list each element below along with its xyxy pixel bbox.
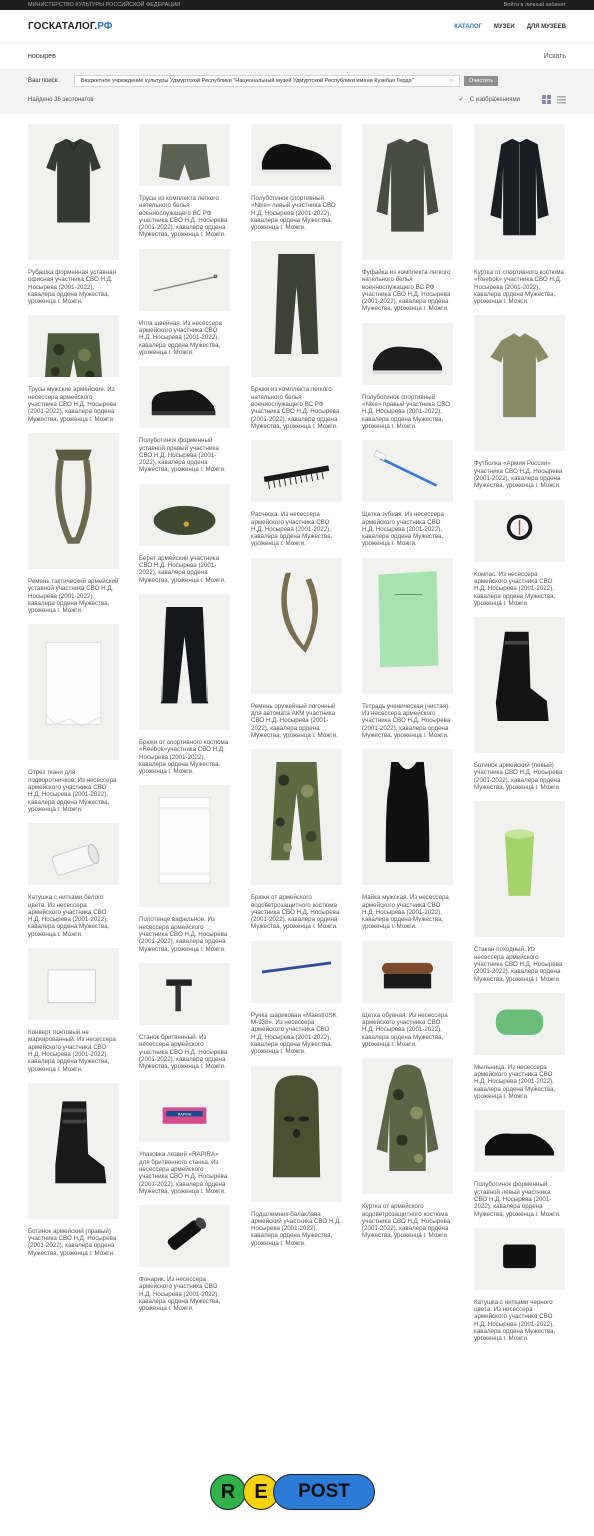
exhibit-caption[interactable]: Полотенце вафельное. Из несессера армейского участника СВО Н.Д. Носырева (2001-2022), кавалера ордена Мужества, уроженца г. Можги. — [139, 916, 228, 953]
exhibit-card[interactable] — [139, 366, 230, 473]
exhibit-thumbnail[interactable] — [362, 941, 453, 1003]
exhibit-card[interactable] — [139, 785, 230, 952]
toothbrush-icon — [362, 440, 453, 502]
razor-icon — [139, 963, 230, 1025]
exhibit-caption[interactable]: Мыльница. Из несессера армейского участника СВО Н.Д. Носырева (2001-2022), кавалера ордена Мужества, уроженца г. Можги. — [474, 1063, 556, 1101]
comb-icon — [251, 440, 342, 502]
exhibit-gallery — [0, 114, 594, 1474]
exhibit-thumbnail[interactable] — [139, 249, 230, 311]
filter-panel — [0, 70, 594, 114]
exhibit-card[interactable] — [362, 323, 453, 430]
shorts-camo-icon — [28, 315, 119, 377]
exhibit-caption[interactable]: Щетка зубная. Из несессера армейского участника СВО Н.Д. Носырева (2001-2022), кавалера ордена Мужества, уроженца г. Можги. — [362, 511, 444, 548]
exhibit-caption[interactable]: Брюки из комплекта легкого нательного белья военнослужащего ВС РФ участника СВО Н.Д. Носырева (2001-2022), кавалера ордена Мужества, уроженца г. Можги. — [251, 386, 340, 430]
envelope-icon — [28, 948, 119, 1020]
exhibit-thumbnail[interactable] — [474, 993, 565, 1055]
exhibit-thumbnail[interactable] — [28, 433, 119, 569]
logo-main: ГОСКАТАЛОГ. — [28, 21, 98, 32]
exhibit-caption[interactable]: Стакан походный. Из несессера армейского участника СВО Н.Д. Носырева (2001-2022), кавалера ордена Мужества, уроженца г. Можги. — [474, 946, 563, 983]
exhibit-caption[interactable]: Фонарик. Из несессера армейского участника СВО Н.Д. Носырева (2001-2022), кавалера ордена Мужества, уроженца г. Можги. — [139, 1276, 221, 1313]
exhibit-card[interactable] — [474, 124, 565, 305]
balaclava-icon — [251, 1066, 342, 1202]
exhibit-card[interactable] — [474, 801, 565, 982]
main-nav — [454, 24, 566, 30]
exhibit-caption[interactable]: Подшлемник-балаклава армейский участника СВО Н.Д. Носырева (2001-2022), кавалера ордена Мужества, уроженца г. Можги. — [251, 1210, 342, 1247]
exhibit-thumbnail[interactable] — [28, 124, 119, 260]
tshirt-icon — [474, 315, 565, 451]
exhibit-card[interactable] — [251, 440, 342, 547]
exhibit-thumbnail[interactable] — [28, 624, 119, 760]
exhibit-card[interactable] — [28, 124, 119, 305]
exhibit-thumbnail[interactable] — [139, 124, 230, 186]
exhibit-card[interactable] — [474, 315, 565, 489]
exhibit-card[interactable] — [28, 823, 119, 938]
exhibit-thumbnail[interactable] — [474, 500, 565, 562]
grid-view-icon[interactable] — [542, 95, 551, 104]
login-link[interactable]: Войти в личный кабинет — [503, 2, 566, 8]
exhibit-card[interactable] — [139, 1205, 230, 1312]
exhibit-card[interactable] — [139, 1080, 230, 1195]
exhibit-caption[interactable]: Полуботинок форменный уставной правый участника СВО Н.Д. Носырева (2001-2022), кавалера ордена Мужества, уроженца г. Можги. — [139, 437, 226, 474]
exhibit-caption[interactable]: Компас. Из несессера армейского участника СВО Н.Д. Носырева (2001-2022), кавалера ордена Мужества, уроженца г. Можги. — [474, 570, 556, 607]
shoe-brush-icon — [362, 941, 453, 1003]
exhibit-caption[interactable]: Игла швейная. Из несессера армейского участника СВО Н.Д. Носырева (2001-2022), кавалера ордена Мужества, уроженца г. Можги. — [139, 319, 222, 356]
compass-icon — [474, 500, 565, 562]
ministry-label: МИНИСТЕРСТВО КУЛЬТУРЫ РОССИЙСКОЙ ФЕДЕРАЦИИ — [28, 2, 181, 8]
exhibit-card[interactable] — [251, 749, 342, 930]
top-bar — [0, 0, 594, 10]
exhibit-caption[interactable]: Трусы из комплекта легкого нательного белья военнослужащего ВС РФ участника СВО Н.Д. Носырева (2001-2022), кавалера ордена Мужества, уроженца г. Можги. — [139, 195, 228, 239]
exhibit-thumbnail[interactable] — [139, 1080, 230, 1142]
exhibit-card[interactable] — [251, 558, 342, 739]
exhibit-thumbnail[interactable] — [139, 484, 230, 546]
exhibit-caption[interactable]: Майка мужская. Из несессера армейского участника СВО Н.Д. Носырева (2001-2022), кавалера ордена Мужества, уроженца г. Можги. — [362, 894, 449, 931]
exhibit-thumbnail[interactable] — [362, 749, 453, 885]
needle-icon — [139, 249, 230, 311]
exhibit-card[interactable] — [139, 249, 230, 356]
exhibit-thumbnail[interactable] — [362, 1058, 453, 1194]
exhibit-thumbnail[interactable] — [362, 558, 453, 694]
search-input[interactable] — [28, 53, 428, 60]
exhibit-thumbnail[interactable] — [139, 963, 230, 1025]
exhibit-card[interactable] — [28, 948, 119, 1073]
exhibit-thumbnail[interactable] — [474, 617, 565, 753]
with-images-toggle[interactable]: С изображениями — [469, 96, 520, 103]
svg-text:RAPIRA: RAPIRA — [177, 1112, 192, 1117]
exhibit-thumbnail[interactable] — [28, 823, 119, 885]
exhibit-card[interactable] — [362, 440, 453, 547]
gallery-column — [251, 124, 342, 1257]
exhibit-caption[interactable]: Рубашка форменная уставная офисная участника СВО Н.Д. Носырева (2001-2022), кавалера ордена Мужества, уроженца г. Можги. — [28, 269, 116, 306]
exhibit-card[interactable] — [474, 617, 565, 791]
exhibit-card[interactable] — [28, 433, 119, 614]
exhibit-caption[interactable]: Берет армейский участника СВО Н.Д. Носырева (2001-2022), кавалера ордена Мужества, уроженца г. Можги. — [139, 554, 226, 584]
pen-icon — [251, 941, 342, 1003]
nav-for-museums[interactable]: ДЛЯ МУЗЕЕВ — [526, 23, 566, 30]
exhibit-card[interactable] — [362, 941, 453, 1048]
sneaker-left-icon — [251, 124, 342, 186]
notebook-icon — [362, 558, 453, 694]
repost-post-badge: POST — [273, 1474, 375, 1510]
exhibit-card[interactable] — [139, 484, 230, 584]
sneaker-right-icon — [362, 323, 453, 385]
gallery-column — [362, 124, 453, 1250]
exhibit-caption[interactable]: Куртка от армейского водоветрозащитного костюма участника СВО Н.Д. Носырева (2001-2022), кавалера ордена Мужества, уроженца г. Можги. — [362, 1203, 451, 1240]
sling-icon — [251, 558, 342, 694]
thread-white-icon — [28, 823, 119, 885]
towel-icon — [139, 785, 230, 907]
logo-suffix: РФ — [97, 21, 113, 32]
exhibit-card[interactable] — [474, 500, 565, 607]
search-bar — [0, 44, 594, 70]
exhibit-caption[interactable]: Трусы мужские армейские. Из несессера армейского участника СВО Н.Д. Носырева (2001-2022), кавалера ордена Мужества, уроженца г. Можги. — [28, 386, 117, 423]
site-header — [0, 10, 594, 44]
boot-right-icon — [28, 1083, 119, 1219]
exhibit-caption[interactable]: Катушка с нитками белого цвета. Из несессера армейского участника СВО Н.Д. Носырева (2001-2022), кавалера ордена Мужества, уроженца г. Можги. — [28, 894, 110, 938]
long-johns-icon — [251, 241, 342, 377]
exhibit-caption[interactable]: Фуфайка из комплекта легкого нательного белья военнослужащего ВС РФ участника СВО Н.Д. Носырева (2001-2022), кавалера ордена Мужества, уроженца г. Можги. — [362, 269, 451, 313]
exhibit-thumbnail[interactable] — [362, 440, 453, 502]
repost-watermark — [210, 1474, 375, 1510]
exhibit-caption[interactable]: Катушка с нитками черного цвета. Из несессера армейского участника СВО Н.Д. Носырева (2001-2022), кавалера ордена Мужества, уроженца г. Можги. — [474, 1298, 556, 1343]
shoe-black-icon — [139, 366, 230, 428]
exhibit-thumbnail[interactable] — [251, 558, 342, 694]
filter-tag-text: Бюджетное учреждение культуры Удмуртской Республики "Национальный музей Удмуртской Республики имени Кузебая Герда" — [81, 78, 414, 84]
exhibit-thumbnail[interactable] — [474, 124, 565, 260]
exhibit-thumbnail[interactable] — [474, 315, 565, 451]
shoe-left-icon — [474, 1110, 565, 1172]
exhibit-thumbnail[interactable] — [251, 1066, 342, 1202]
camo-pants-icon — [251, 749, 342, 885]
exhibit-caption[interactable]: Ручка шариковая «MaestroSK M-938». Из несессера армейского участника СВО Н.Д. Носырева (2001-2022), кавалера ордена Мужества, уроженца г. Можги. — [251, 1011, 337, 1056]
exhibit-card[interactable] — [139, 124, 230, 239]
exhibit-card[interactable] — [28, 315, 119, 422]
exhibit-thumbnail[interactable] — [474, 1228, 565, 1290]
exhibit-caption[interactable]: Ремень тактический армейский уставной участника СВО Н.Д. Носырева (2001-2022), кавалера ордена Мужества, уроженца г. Можги. — [28, 577, 119, 615]
cup-icon — [474, 801, 565, 937]
sweater-icon — [362, 124, 453, 260]
exhibit-thumbnail[interactable] — [474, 801, 565, 937]
blades-icon — [139, 1080, 230, 1142]
exhibit-thumbnail[interactable] — [362, 124, 453, 260]
exhibit-card[interactable] — [362, 749, 453, 930]
exhibit-caption[interactable]: Ремень оружейный погонный для автомата АКМ участника СВО Н.Д. Носырева (2001-2022), кавалера ордена Мужества, уроженца г. Можги. — [251, 702, 338, 739]
exhibit-card[interactable] — [28, 624, 119, 813]
exhibit-caption[interactable]: Щетка обувная. Из несессера армейского участника СВО Н.Д. Носырева (2001-2022), кавалера ордена Мужества, уроженца г. Можги. — [362, 1011, 448, 1048]
gallery-column — [28, 124, 119, 1267]
remove-filter-icon[interactable]: × — [449, 78, 453, 84]
soap-dish-icon — [474, 993, 565, 1055]
beret-icon — [139, 484, 230, 546]
exhibit-thumbnail[interactable] — [139, 1205, 230, 1267]
exhibit-thumbnail[interactable] — [28, 1083, 119, 1219]
shirt-dark-icon — [28, 124, 119, 260]
checkmark-icon[interactable]: ✓ — [458, 97, 464, 103]
exhibit-card[interactable] — [139, 963, 230, 1070]
exhibit-card[interactable] — [139, 594, 230, 775]
exhibit-caption[interactable]: Тетрадь ученическая (чистая). Из несессера армейского участника СВО Н.Д. Носырева (2001-2022), кавалера ордена Мужества, уроженца г. Можги. — [362, 702, 451, 739]
nav-museums[interactable]: МУЗЕИ — [493, 23, 515, 30]
exhibit-caption[interactable]: Расческа. Из несессера армейского участника СВО Н.Д. Носырева (2001-2022), кавалера ордена Мужества, уроженца г. Можги. — [251, 511, 333, 548]
exhibit-caption[interactable]: Отрез ткани для подворотничков. Из несессера армейского участника СВО Н.Д. Носырева (2001-2022), кавалера ордена Мужества, уроженца г. Можги. — [28, 769, 117, 813]
exhibit-thumbnail[interactable] — [474, 1110, 565, 1172]
exhibit-thumbnail[interactable] — [139, 366, 230, 428]
list-view-icon[interactable] — [557, 95, 566, 104]
search-button[interactable]: Искать — [543, 53, 566, 60]
exhibit-card[interactable] — [251, 241, 342, 430]
exhibit-caption[interactable]: Станок бритвенный. Из несессера армейского участника СВО Н.Д. Носырева (2001-2022), кавалера ордена Мужества, уроженца г. Можги. — [139, 1033, 228, 1071]
repost-r-badge: R — [210, 1474, 246, 1510]
exhibit-thumbnail[interactable] — [251, 941, 342, 1003]
exhibit-caption[interactable]: Полуботинок спортивный «Nike» левый участника СВО Н.Д. Носырева (2001-2022), кавалера ордена Мужества, уроженца г. Можги. — [251, 195, 336, 232]
boot-left-icon — [474, 617, 565, 753]
exhibit-card[interactable] — [362, 1058, 453, 1239]
exhibit-thumbnail[interactable] — [28, 315, 119, 377]
exhibit-thumbnail[interactable] — [362, 323, 453, 385]
belt-icon — [28, 433, 119, 569]
gallery-column — [139, 124, 230, 1323]
gallery-column — [474, 124, 565, 1353]
site-logo[interactable] — [28, 21, 113, 32]
exhibit-caption[interactable]: Ботинок армейский (левый) участника СВО Н.Д. Носырева (2001-2022), кавалера ордена Мужества, уроженца г. Можги. — [474, 762, 563, 792]
flashlight-icon — [139, 1205, 230, 1267]
exhibit-caption[interactable]: Полуботинок форменный уставной левый участника СВО Н.Д. Носырева (2001-2022), кавалера ордена Мужества, уроженца г. Можги. — [474, 1181, 561, 1218]
exhibit-card[interactable] — [251, 1066, 342, 1247]
filter-tag — [74, 75, 460, 87]
exhibit-card[interactable] — [474, 1110, 565, 1217]
exhibit-thumbnail[interactable] — [251, 241, 342, 377]
exhibit-card[interactable] — [474, 993, 565, 1100]
tank-top-icon — [362, 749, 453, 885]
filter-label: Ваш поиск: — [28, 78, 60, 84]
white-cloth-icon — [28, 624, 119, 760]
exhibit-caption[interactable]: Ботинок армейский (правый) участника СВО Н.Д. Носырева (2001-2022), кавалера ордена Мужества, уроженца г. Можги. — [28, 1227, 117, 1257]
exhibit-caption[interactable]: Брюки от спортивного костюма «Reebok»участника СВО Н.Д. Носырева (2001-2022), кавалера ордена Мужества, уроженца г. Можги. — [139, 738, 229, 776]
track-jacket-icon — [474, 124, 565, 260]
underpants-icon — [139, 124, 230, 186]
exhibit-card[interactable] — [251, 124, 342, 231]
exhibit-thumbnail[interactable] — [251, 440, 342, 502]
nav-catalog[interactable]: КАТАЛОГ — [454, 23, 482, 30]
exhibit-thumbnail[interactable] — [28, 948, 119, 1020]
exhibit-caption[interactable]: Полуботинок спортивный «Nike» правый участника СВО Н.Д. Носырева (2001-2022), кавалера ордена Мужества, уроженца г. Можги. — [362, 393, 450, 430]
exhibit-thumbnail[interactable] — [139, 594, 230, 730]
trackpants-icon — [139, 594, 230, 730]
repost-e-badge: E — [243, 1474, 279, 1510]
thread-black-icon — [474, 1228, 565, 1290]
exhibit-caption[interactable]: Брюки от армейского водоветрозащитного костюма участника СВО Н.Д. Носырева (2001-2022), кавалера ордена Мужества, уроженца г. Можги. — [251, 894, 340, 931]
exhibit-caption[interactable]: Футболка «Армия России» участника СВО Н.Д. Носырева (2001-2022), кавалера ордена Мужества, уроженца г. Можги. — [474, 460, 563, 490]
exhibit-card[interactable] — [251, 941, 342, 1056]
exhibit-thumbnail[interactable] — [139, 785, 230, 907]
exhibit-card[interactable] — [474, 1228, 565, 1343]
exhibit-thumbnail[interactable] — [251, 124, 342, 186]
exhibit-caption[interactable]: Упаковка лезвий «RAPIRA» для бритвенного станка. Из несессера армейского участника СВО Н.Д. Носырева (2001-2022), кавалера ордена Мужества, уроженца г. Можги. — [139, 1151, 228, 1195]
exhibit-card[interactable] — [362, 558, 453, 739]
camo-jacket-icon — [362, 1058, 453, 1194]
exhibit-caption[interactable]: Куртка от спортивного костюма «Reebok» участника СВО Н.Д. Носырева (2001-2022), кавалера ордена Мужества, уроженца г. Можги. — [474, 269, 564, 306]
exhibit-card[interactable] — [362, 124, 453, 313]
exhibit-card[interactable] — [28, 1083, 119, 1257]
exhibit-caption[interactable]: Конверт почтовый не маркированный. Из несессера армейского участника СВО Н.Д. Носырева (2001-2022), кавалера ордена Мужества, уроженца г. Можги. — [28, 1029, 116, 1073]
results-count: Найдено 36 экспонатов — [28, 96, 94, 103]
clear-button[interactable]: Очистить — [464, 76, 498, 86]
exhibit-thumbnail[interactable] — [251, 749, 342, 885]
